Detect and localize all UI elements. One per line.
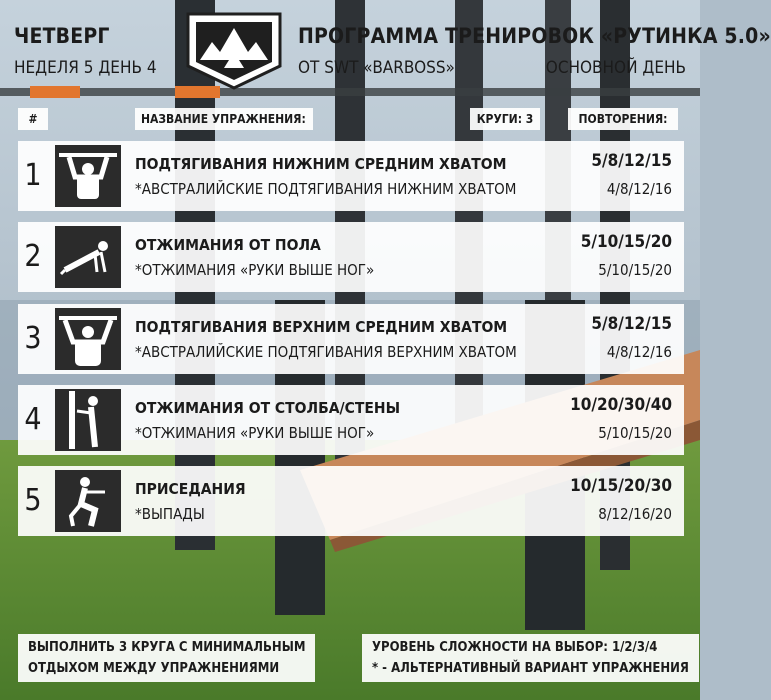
exercise-alternative: *ОТЖИМАНИЯ «РУКИ ВЫШЕ НОГ» — [135, 261, 375, 279]
col-reps-header: ПОВТОРЕНИЯ: — [568, 108, 678, 130]
exercise-number: 3 — [24, 321, 42, 356]
exercise-alternative: *ОТЖИМАНИЯ «РУКИ ВЫШЕ НОГ» — [135, 424, 375, 442]
exercise-number: 5 — [24, 483, 42, 518]
exercise-row — [18, 222, 684, 292]
exercise-alternative: *АВСТРАЛИЙСКИЕ ПОДТЯГИВАНИЯ ВЕРХНИМ ХВАТОМ — [135, 343, 517, 361]
exercise-alt-reps: 5/10/15/20 — [598, 424, 672, 442]
col-num-header: # — [18, 108, 48, 130]
exercise-number: 2 — [24, 239, 42, 274]
exercise-name: ПОДТЯГИВАНИЯ НИЖНИМ СРЕДНИМ ХВАТОМ — [135, 155, 507, 173]
push-up-icon — [55, 226, 121, 288]
exercise-reps: 10/20/30/40 — [570, 395, 672, 415]
exercise-alt-reps: 4/8/12/16 — [606, 180, 672, 198]
exercise-reps: 5/8/12/15 — [591, 314, 672, 334]
exercise-reps: 5/8/12/15 — [591, 151, 672, 171]
day-type-label: ОСНОВНОЙ ДЕНЬ — [545, 58, 686, 78]
exercise-reps: 5/10/15/20 — [580, 232, 672, 252]
col-rounds-header: КРУГИ: 3 — [470, 108, 540, 130]
col-name-header: НАЗВАНИЕ УПРАЖНЕНИЯ: — [135, 108, 313, 130]
exercise-row — [18, 385, 684, 455]
footer-right-line2: * - АЛЬТЕРНАТИВНЫЙ ВАРИАНТ УПРАЖНЕНИЯ — [372, 661, 689, 676]
exercise-number: 4 — [24, 402, 42, 437]
exercise-row — [18, 466, 684, 536]
exercise-row — [18, 304, 684, 374]
day-title: ЧЕТВЕРГ — [14, 24, 110, 48]
week-label: НЕДЕЛЯ 5 ДЕНЬ 4 — [14, 58, 157, 78]
exercise-name: ОТЖИМАНИЯ ОТ СТОЛБА/СТЕНЫ — [135, 399, 401, 417]
footer-left-line2: ОТДЫХОМ МЕЖДУ УПРАЖНЕНИЯМИ — [28, 661, 280, 676]
footer-instructions — [18, 634, 315, 682]
program-author: ОТ SWT «BARBOSS» — [298, 58, 455, 78]
pull-up-icon — [55, 308, 121, 370]
exercise-name: ПРИСЕДАНИЯ — [135, 480, 246, 498]
exercise-alt-reps: 8/12/16/20 — [598, 505, 672, 523]
exercise-reps: 10/15/20/30 — [570, 476, 672, 496]
barboss-logo-icon — [186, 12, 282, 90]
footer-legend — [362, 634, 699, 682]
exercise-alt-reps: 5/10/15/20 — [598, 261, 672, 279]
exercise-number: 1 — [24, 158, 42, 193]
wall-push-up-icon — [55, 389, 121, 451]
pull-up-icon — [55, 145, 121, 207]
exercise-name: ПОДТЯГИВАНИЯ ВЕРХНИМ СРЕДНИМ ХВАТОМ — [135, 318, 508, 336]
squat-icon — [55, 470, 121, 532]
footer-right-line1: УРОВЕНЬ СЛОЖНОСТИ НА ВЫБОР: 1/2/3/4 — [372, 640, 658, 655]
exercise-row — [18, 141, 684, 211]
footer-left-line1: ВЫПОЛНИТЬ 3 КРУГА С МИНИМАЛЬНЫМ — [28, 640, 306, 655]
exercise-alternative: *АВСТРАЛИЙСКИЕ ПОДТЯГИВАНИЯ НИЖНИМ ХВАТОМ — [135, 180, 517, 198]
exercise-alternative: *ВЫПАДЫ — [135, 505, 205, 523]
exercise-alt-reps: 4/8/12/16 — [606, 343, 672, 361]
exercise-name: ОТЖИМАНИЯ ОТ ПОЛА — [135, 236, 321, 254]
program-title: ПРОГРАММА ТРЕНИРОВОК «РУТИНКА 5.0» — [298, 24, 771, 48]
